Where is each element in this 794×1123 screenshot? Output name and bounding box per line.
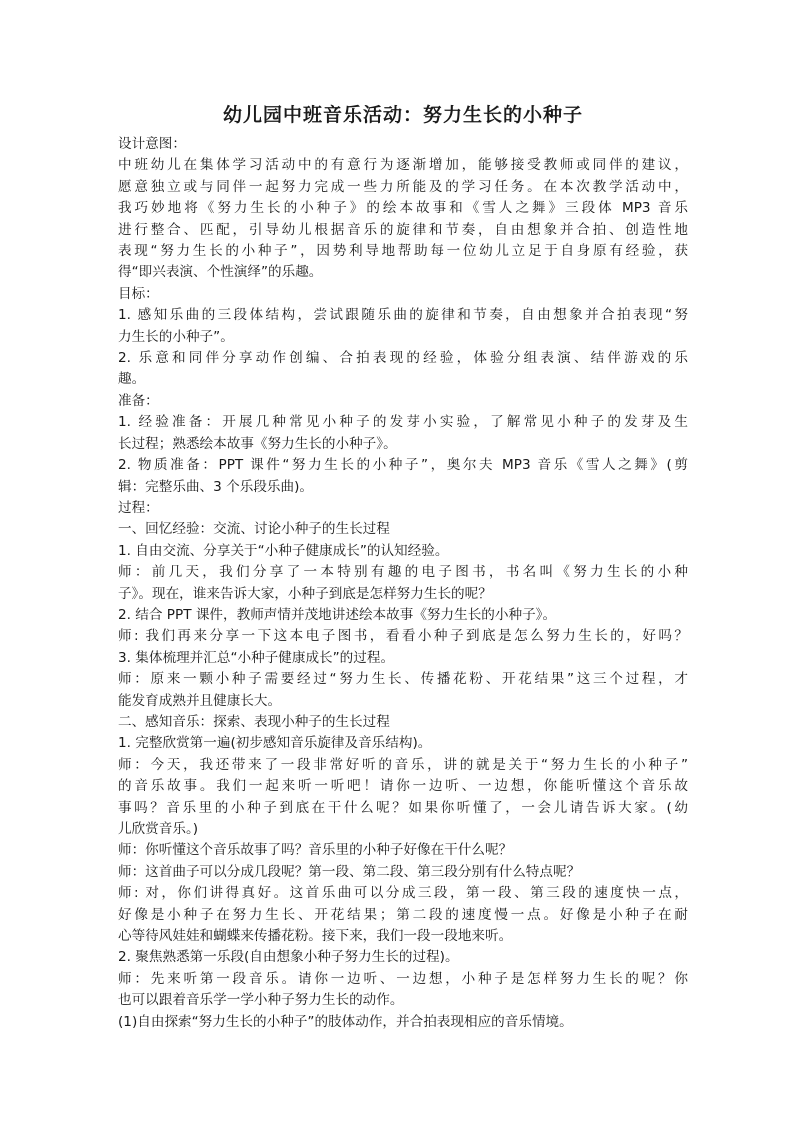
text-line: 师: 我们再来分享一下这本电子图书，看看小种子到底是怎么努力生长的，好吗？ [118, 628, 688, 645]
text-line: 1. 自由交流、分享关于“小种子健康成长”的认知经验。 [118, 542, 449, 559]
text-line: 1. 经验准备：开展几种常见小种子的发芽小实验，了解常见小种子的发芽及生 [118, 414, 688, 431]
text-line: (1)自由探索“努力生长的小种子”的肢体动作，并合拍表现相应的音乐情境。 [118, 1013, 573, 1030]
text-line: 愿意独立或与同伴一起努力完成一些力所能及的学习任务。在本次教学活动中， [118, 178, 688, 195]
text-line: 师：这首曲子可以分成几段呢？第一段、第二段、第三段分别有什么特点呢？ [118, 863, 581, 880]
text-line: 二、感知音乐：探索、表现小种子的生长过程 [118, 713, 390, 730]
text-line: 过程： [118, 499, 159, 516]
text-line: 一、回忆经验：交流、讨论小种子的生长过程 [118, 521, 390, 538]
text-line: 趣。 [118, 371, 146, 388]
document-body [118, 134, 688, 1033]
text-line: 1. 完整欣赏第一遍(初步感知音乐旋律及音乐结构)。 [118, 735, 432, 752]
text-line: 2. 乐意和同伴分享动作创编、合拍表现的经验，体验分组表演、结伴游戏的乐 [118, 350, 688, 367]
text-line: 师：前几天，我们分享了一本特别有趣的电子图书，书名叫《努力生长的小种 [118, 564, 688, 581]
text-line: 进行整合、匹配，引导幼儿根据音乐的旋律和节奏，自由想象并合拍、创造性地 [118, 221, 688, 238]
text-line: 子》。现在，谁来告诉大家，小种子到底是怎样努力生长的呢？ [118, 585, 492, 602]
text-line: 师：今天，我还带来了一段非常好听的音乐，讲的就是关于“努力生长的小种子” [118, 756, 688, 773]
text-line: 辑：完整乐曲、3 个乐段乐曲)。 [118, 478, 313, 495]
text-line: 3. 集体梳理并汇总“小种子健康成长”的过程。 [118, 649, 395, 666]
text-line: 儿欣赏音乐。) [118, 821, 199, 837]
text-line: 中班幼儿在集体学习活动中的有意行为逐渐增加，能够接受教师或同伴的建议， [118, 157, 688, 174]
text-line: 得“即兴表演、个性演绎”的乐趣。 [118, 264, 323, 281]
text-line: 师：先来听第一段音乐。请你一边听、一边想，小种子是怎样努力生长的呢？你 [118, 970, 688, 987]
text-line: 目标： [118, 285, 159, 302]
text-line: 准备： [118, 392, 159, 409]
document-page [118, 100, 688, 1033]
text-line: 师：你听懂这个音乐故事了吗？音乐里的小种子好像在干什么呢？ [118, 842, 513, 859]
text-line: 心等待风娃娃和蝴蝶来传播花粉。接下来，我们一段一段地来听。 [118, 928, 513, 945]
text-line: 事吗？音乐里的小种子到底在干什么呢？如果你听懂了，一会儿请告诉大家。(幼 [118, 799, 688, 816]
text-line: 能发育成熟并且健康长大。 [118, 692, 282, 709]
text-line: 2. 聚焦熟悉第一乐段(自由想象小种子努力生长的过程)。 [118, 949, 459, 966]
text-line: 师: 对，你们讲得真好。这首乐曲可以分成三段，第一段、第三段的速度快一点， [118, 885, 688, 902]
document-title: 幼儿园中班音乐活动：努力生长的小种子 [222, 104, 583, 126]
text-line: 1. 感知乐曲的三段体结构，尝试跟随乐曲的旋律和节奏，自由想象并合拍表现“努 [118, 307, 688, 324]
text-line: 我巧妙地将《努力生长的小种子》的绘本故事和《雪人之舞》三段体 MP3 音乐 [118, 200, 688, 217]
text-line: 好像是小种子在努力生长、开花结果；第二段的速度慢一点。好像是小种子在耐 [118, 906, 688, 923]
text-line: 设计意图： [118, 136, 186, 152]
text-line: 长过程；熟悉绘本故事《努力生长的小种子》。 [118, 435, 397, 452]
text-line: 师：原来一颗小种子需要经过“努力生长、传播花粉、开花结果”这三个过程，才 [118, 671, 688, 688]
text-line: 力生长的小种子”。 [118, 328, 234, 345]
text-line: 2. 物质准备：PPT 课件“努力生长的小种子”，奥尔夫 MP3 音乐《雪人之舞》(剪 [118, 457, 688, 474]
text-line: 表现“努力生长的小种子”，因势利导地帮助每一位幼儿立足于自身原有经验，获 [118, 243, 688, 260]
text-line: 的音乐故事。我们一起来听一听吧！请你一边听、一边想，你能听懂这个音乐故 [118, 778, 688, 795]
text-line: 也可以跟着音乐学一学小种子努力生长的动作。 [118, 992, 404, 1009]
text-line: 2. 结合 PPT 课件，教师声情并茂地讲述绘本故事《努力生长的小种子》。 [118, 606, 557, 623]
